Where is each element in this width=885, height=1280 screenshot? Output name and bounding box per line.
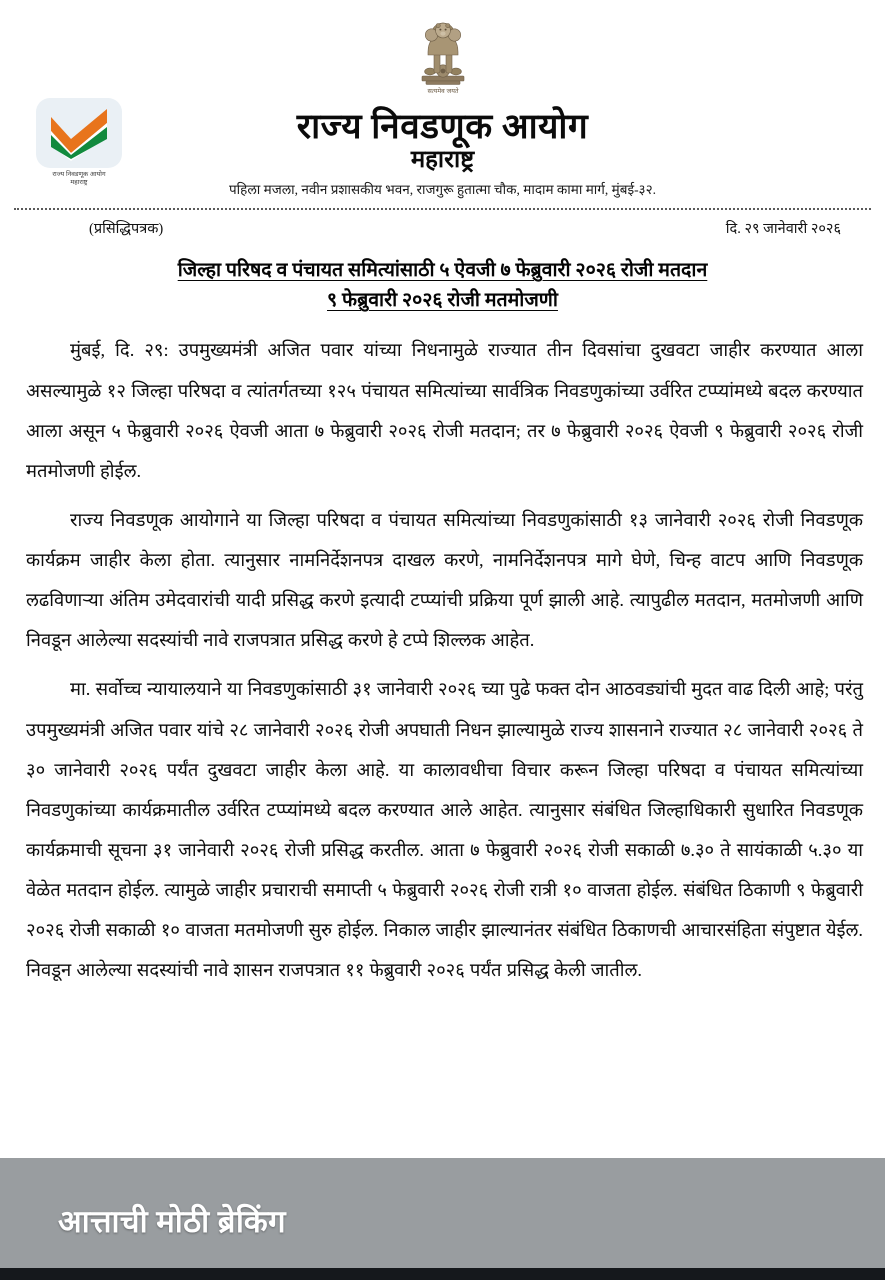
sec-logo-caption-line1: राज्य निवडणूक आयोग <box>52 171 106 178</box>
body-copy <box>0 330 885 990</box>
double-check-tricolour-logo-icon <box>36 98 122 168</box>
document-meta-row <box>0 210 885 238</box>
headline-block <box>0 256 885 316</box>
press-note-label: (प्रसिद्धिपत्रक) <box>89 220 164 237</box>
paragraph-2: राज्य निवडणूक आयोगाने या जिल्हा परिषदा व पंचायत समित्यांच्या निवडणुकांसाठी १३ जानेवारी २०२६ रोजी निवडणूक कार्यक्रम जाहीर केला होता. त्यानुसार नामनिर्देशनपत्र दाखल करणे, नामनिर्देशनपत्र मागे घेणे, चिन्ह वाटप आणि निवडणूक लढविणाऱ्या अंतिम उमेदवारांची यादी प्रसिद्ध करणे इत्यादी टप्प्यांची प्रक्रिया पूर्ण झाली आहे. त्यापुढील मतदान, मतमोजणी आणि निवडून आलेल्या सदस्यांची नावे राजपत्रात प्रसिद्ध करणे हे टप्पे शिल्लक आहेत. <box>26 509 863 651</box>
paragraph-1: मुंबई, दि. २९: उपमुख्यमंत्री अजित पवार यांच्या निधनामुळे राज्यात तीन दिवसांचा दुखवटा जाहीर करण्यात आला असल्यामुळे १२ जिल्हा परिषदा व त्यांतर्गतच्या १२५ पंचायत समित्यांच्या सार्वत्रिक निवडणुकांच्या उर्वरित टप्प्यांमध्ये बदल करण्यात आला असून ५ फेब्रुवारी २०२६ ऐवजी आता ७ फेब्रुवारी २०२६ रोजी मतदान; तर ७ फेब्रुवारी २०२६ ऐवजी ९ फेब्रुवारी २०२६ रोजी मतमोजणी होईल. <box>26 340 863 481</box>
organisation-address: पहिला मजला, नवीन प्रशासकीय भवन, राजगुरू हुतात्मा चौक, मादाम कामा मार्ग, मुंबई-३२. <box>229 182 656 198</box>
organisation-state: महाराष्ट्र <box>410 146 475 173</box>
breaking-news-overlay <box>0 1158 885 1280</box>
organisation-title: राज्य निवडणूक आयोग <box>296 107 589 146</box>
document-header <box>0 0 885 238</box>
breaking-news-text: आत्ताची मोठी ब्रेकिंग <box>58 1204 286 1239</box>
breaking-news-bottom-bar <box>0 1268 885 1280</box>
headline-line-2: ९ फेब्रुवारी २०२६ रोजी मतमोजणी <box>327 290 558 312</box>
emblem-motto-text: सत्यमेव जयते <box>426 88 459 95</box>
headline-line-1: जिल्हा परिषद व पंचायत समित्यांसाठी ५ ऐवजी ७ फेब्रुवारी २०२६ रोजी मतदान <box>177 259 708 281</box>
press-note-date: दि. २९ जानेवारी २०२६ <box>725 220 841 237</box>
sec-logo-caption-line2: महाराष्ट्र <box>70 179 88 187</box>
sec-logo-caption <box>32 171 126 187</box>
sec-logo-block <box>32 98 126 187</box>
national-emblem-wrap <box>0 14 885 106</box>
ashoka-lion-capital-emblem-icon <box>410 14 476 106</box>
paragraph-3: मा. सर्वोच्च न्यायालयाने या निवडणुकांसाठी ३१ जानेवारी २०२६ च्या पुढे फक्त दोन आठवड्यांची मुदत वाढ दिली आहे; परंतु उपमुख्यमंत्री अजित पवार यांचे २८ जानेवारी २०२६ रोजी अपघाती निधन झाल्यामुळे राज्य शासनाने राज्यात २८ जानेवारी २०२६ ते ३० जानेवारी २०२६ पर्यंत दुखवटा जाहीर केला आहे. या कालावधीचा विचार करून जिल्हा परिषदा व पंचायत समित्यांच्या निवडणुकांच्या कार्यक्रमातील उर्वरित टप्प्यांमध्ये बदल करण्यात आले आहेत. त्यानुसार संबंधित जिल्हाधिकारी सुधारित निवडणूक कार्यक्रमाची सूचना ३१ जानेवारी २०२६ रोजी प्रसिद्ध करतील. आता ७ फेब्रुवारी २०२६ रोजी सकाळी ७.३० ते सायंकाळी ५.३० या वेळेत मतदान होईल. त्यामुळे जाहीर प्रचाराची समाप्ती ५ फेब्रुवारी २०२६ रोजी रात्री १० वाजता होईल. संबंधित ठिकाणी ९ फेब्रुवारी २०२६ रोजी सकाळी १० वाजता मतमोजणी सुरु होईल. निकाल जाहीर झाल्यानंतर संबंधित ठिकाणची आचारसंहिता संपुष्टात येईल. निवडून आलेल्या सदस्यांची नावे शासन राजपत्रात ११ फेब्रुवारी २०२६ पर्यंत प्रसिद्ध केली जातील. <box>26 679 863 981</box>
